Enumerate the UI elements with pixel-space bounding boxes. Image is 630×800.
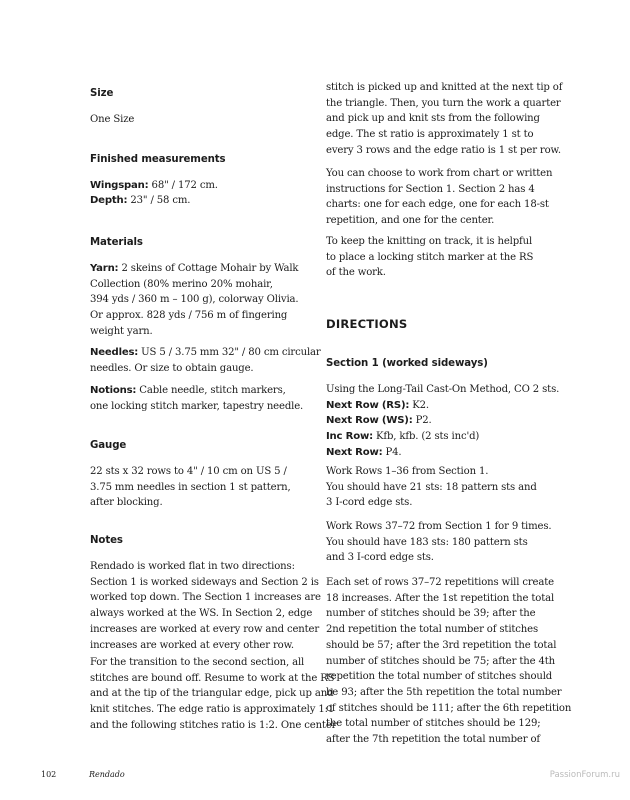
- directions-heading: DIRECTIONS: [326, 317, 408, 331]
- size-heading: Size: [90, 88, 114, 99]
- gauge-paragraph: 22 sts x 32 rows to 4" / 10 cm on US 5 / 3.75 mm needles in section 1 st pattern, after blocking.: [90, 466, 291, 509]
- row-instruction: Next Row (RS): K2.: [326, 399, 429, 411]
- yarn-line: weight yarn.: [90, 325, 153, 337]
- work-paragraph-1: Work Rows 1–36 from Section 1. You should have 21 sts: 18 pattern sts and 3 I-cord edge sts.: [326, 466, 537, 509]
- yarn-line: Collection (80% merino 20% mohair,: [90, 278, 273, 290]
- continued-paragraph-1: stitch is picked up and knitted at the next tip of the triangle. Then, you turn the work a quarter and pick up and knit sts from the following edge. The st ratio is approximately 1 st to every 3 rows and the edge ratio is 1 st per row.: [326, 82, 563, 156]
- depth-line: [90, 193, 190, 209]
- gauge-heading: Gauge: [90, 440, 127, 451]
- yarn-line: Or approx. 828 yds / 756 m of fingering: [90, 310, 288, 322]
- yarn-label: Yarn:: [90, 263, 119, 274]
- yarn-line: 394 yds / 360 m – 100 g), colorway Olivia.: [90, 294, 299, 306]
- notions-paragraph: Notions: Cable needle, stitch markers, one locking stitch marker, tapestry needle.: [90, 385, 304, 412]
- needles-paragraph: Needles: US 5 / 3.75 mm 32" / 80 cm circular needles. Or size to obtain gauge.: [90, 347, 321, 374]
- notes-heading: Notes: [90, 535, 123, 546]
- row-instruction: Next Row (WS): P2.: [326, 415, 432, 427]
- row-instruction: Next Row: P4.: [326, 446, 402, 458]
- finished-measurements-heading: Finished measurements: [90, 154, 226, 165]
- section1-heading: Section 1 (worked sideways): [326, 358, 488, 369]
- continued-paragraph-3: To keep the knitting on track, it is helpful to place a locking stitch marker at the RS of the work.: [326, 236, 534, 279]
- cast-on-line: Using the Long-Tail Cast-On Method, CO 2 sts.: [326, 384, 560, 395]
- row-instruction: Inc Row: Kfb, kfb. (2 sts inc'd): [326, 431, 480, 443]
- cast-on-block: [326, 382, 559, 461]
- watermark: PassionForum.ru: [549, 770, 620, 780]
- materials-heading: Materials: [90, 237, 143, 248]
- page-number: 102: [41, 770, 57, 779]
- work-paragraph-2: Work Rows 37–72 from Section 1 for 9 times. You should have 183 sts: 180 pattern sts and 3 I-cord edge sts.: [326, 521, 552, 564]
- depth-value: 23" / 58 cm.: [127, 195, 191, 206]
- work-paragraph-3: Each set of rows 37–72 repetitions will create 18 increases. After the 1st repetition the total number of stitches should be 39; after the 2nd repetition the total number of stitches should be 57; after the 3rd repetition the total number of stitches should be 75; after the 4th repetition the total number of stitches should be 93; after the 5th repetition the total number of stitches should be 111; after the 6th repetition the total number of stitches should be 129; after the 7th repetition the total number of: [326, 577, 572, 746]
- wingspan-value: 68" / 172 cm.: [148, 180, 218, 191]
- notes-paragraph-2: For the transition to the second section, all stitches are bound off. Resume to work at the RS and at the tip of the triangular edge, pick up and knit stitches. The edge ratio is approximately 1:1 and the following stitches ratio is 1:2. One center: [90, 657, 337, 731]
- wingspan-line: [90, 178, 218, 194]
- size-value: One Size: [90, 114, 135, 125]
- notions-label: Notions:: [90, 385, 137, 396]
- continued-paragraph-2: You can choose to work from chart or written instructions for Section 1. Section 2 has 4 charts: one for each edge, one for each 18-st repetition, and one for the center.: [326, 168, 553, 227]
- notes-paragraph-1: Rendado is worked flat in two directions: Section 1 is worked sideways and Section 2 is worked top down. The Section 1 increases are always worked at the WS. In Section 2, edge increases are worked at every row and center increases are worked at every other row.: [90, 561, 321, 651]
- yarn-line: Yarn: 2 skeins of Cottage Mohair by Walk: [90, 263, 299, 274]
- depth-label: Depth:: [90, 195, 128, 206]
- yarn-paragraph: [90, 261, 298, 340]
- wingspan-label: Wingspan:: [90, 180, 149, 191]
- running-head: Rendado: [89, 770, 125, 779]
- needles-label: Needles:: [90, 347, 139, 358]
